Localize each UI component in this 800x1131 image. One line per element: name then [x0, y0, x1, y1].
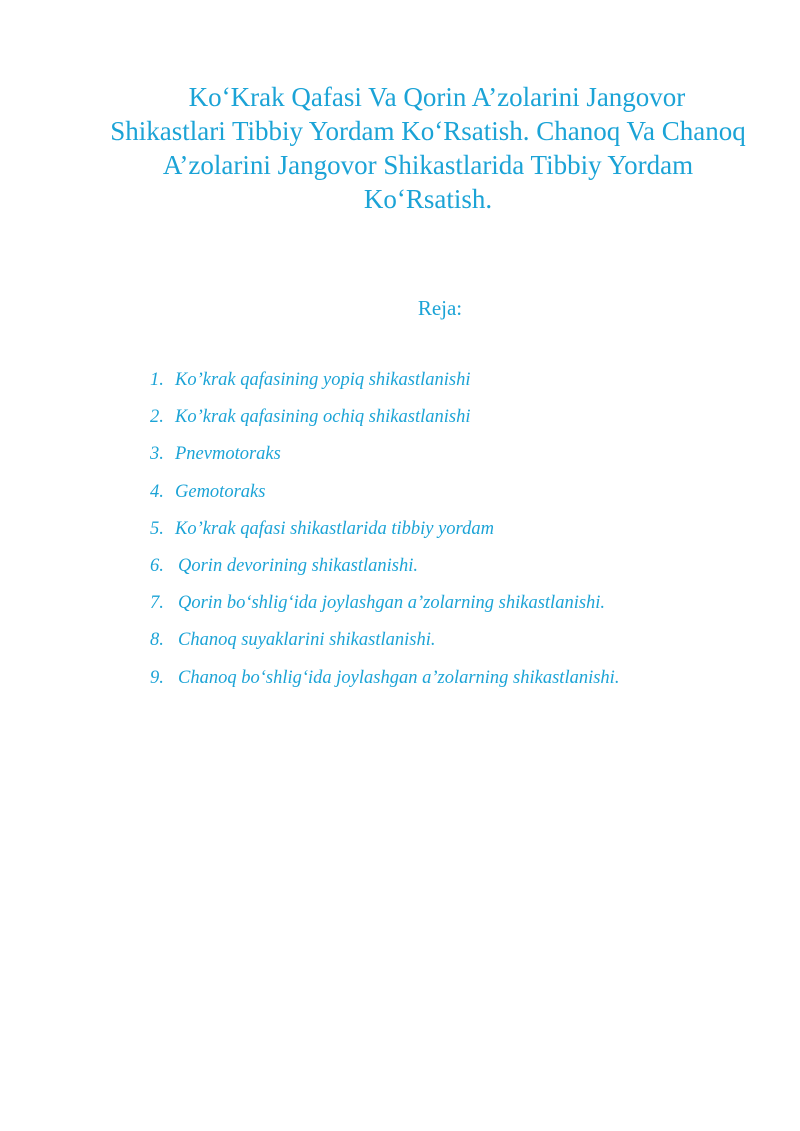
- plan-item: [150, 627, 619, 664]
- plan-item-text: Qorin devorining shikastlanishi.: [178, 555, 418, 576]
- plan-heading: Reja:: [417, 296, 463, 320]
- plan-item-text: Ko’krak qafasining yopiq shikastlanishi: [175, 370, 471, 390]
- plan-item: [150, 590, 619, 627]
- plan-item-number: 8.: [150, 630, 164, 651]
- plan-item-number: 9.: [150, 667, 164, 688]
- plan-item: [150, 404, 619, 441]
- plan-item-text: Chanoq suyaklarini shikastlanishi.: [178, 630, 436, 651]
- plan-item: [150, 441, 619, 478]
- plan-item-number: 2.: [150, 407, 164, 428]
- plan-item-number: 5.: [150, 518, 164, 539]
- plan-item-number: 1.: [150, 370, 164, 390]
- plan-item: [150, 479, 619, 516]
- plan-item: [150, 665, 619, 702]
- plan-item-text: Qorin bo‘shlig‘ida joylashgan a’zolarning shikastlanishi.: [178, 593, 606, 614]
- plan-item-number: 6.: [150, 555, 164, 576]
- plan-item: [150, 516, 619, 553]
- plan-item: [150, 553, 619, 590]
- plan-item-text: Ko’krak qafasi shikastlarida tibbiy yordam: [175, 518, 494, 539]
- plan-item-text: Gemotoraks: [175, 481, 266, 502]
- plan-item-text: Pnevmotoraks: [175, 444, 281, 465]
- plan-item: [150, 367, 619, 404]
- plan-item-text: Chanoq bo‘shlig‘ida joylashgan a’zolarning shikastlanishi.: [178, 667, 620, 688]
- document-title: Ko‘Krak Qafasi Va Qorin A’zolarini Jangovor Shikastlari Tibbiy Yordam Ko‘Rsatish. Chanoq Va Chanoq A’zolarini Jangovor Shikastlarida Tibbiy Yordam Ko‘Rsatish.: [110, 82, 746, 214]
- plan-list: [150, 367, 619, 702]
- plan-item-number: 3.: [150, 444, 164, 465]
- plan-item-text: Ko’krak qafasining ochiq shikastlanishi: [175, 407, 471, 428]
- plan-item-number: 4.: [150, 481, 164, 502]
- plan-item-number: 7.: [150, 593, 164, 614]
